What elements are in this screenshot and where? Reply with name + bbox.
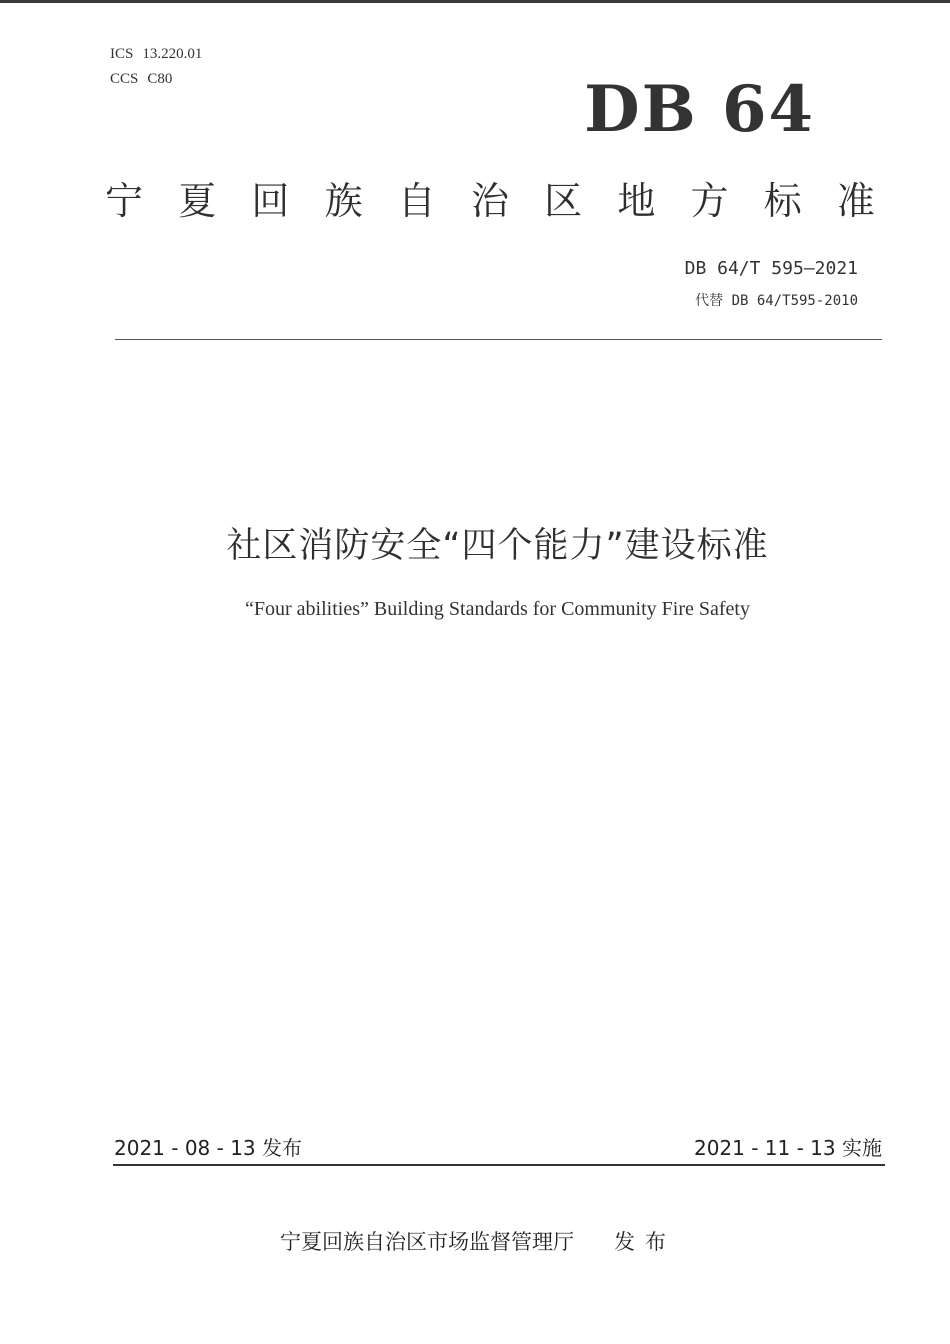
- document-title-english: “Four abilities” Building Standards for Community Fire Safety: [245, 598, 750, 620]
- standard-number: DB 64/T 595—2021: [684, 258, 858, 279]
- authority-title-char: 准: [836, 179, 875, 223]
- footer-divider: [113, 1164, 885, 1166]
- issue-date: 2021 - 08 - 13 发布: [114, 1136, 303, 1160]
- authority-title-char: 治: [470, 179, 509, 223]
- authority-title-char: 宁: [105, 179, 144, 223]
- authority-title: [105, 179, 875, 223]
- authority-title-char: 区: [544, 179, 583, 223]
- authority-title-char: 标: [763, 179, 802, 223]
- ics-classification: [110, 46, 202, 63]
- publisher-line: [280, 1226, 676, 1256]
- authority-title-char: 自: [397, 179, 436, 223]
- header-divider: [115, 339, 882, 340]
- publisher-name: 宁夏回族自治区市场监督管理厅: [280, 1230, 574, 1254]
- ccs-code: C80: [147, 71, 173, 87]
- standard-logo: DB 64: [584, 72, 815, 147]
- replaced-standard: 代替 DB 64/T595-2010: [695, 293, 858, 309]
- page-top-border: [0, 0, 950, 3]
- authority-title-char: 方: [690, 179, 729, 223]
- authority-title-char: 地: [617, 179, 656, 223]
- authority-title-char: 夏: [178, 179, 217, 223]
- ics-label: ICS: [110, 46, 134, 62]
- ccs-label: CCS: [110, 71, 139, 87]
- issued-label: 发布: [614, 1230, 676, 1254]
- authority-title-char: 回: [251, 179, 290, 223]
- document-title-chinese: 社区消防安全“四个能力”建设标准: [226, 526, 769, 566]
- implementation-date: 2021 - 11 - 13 实施: [693, 1136, 882, 1160]
- ccs-classification: [110, 71, 172, 88]
- ics-code: 13.220.01: [142, 46, 203, 62]
- authority-title-char: 族: [324, 179, 363, 223]
